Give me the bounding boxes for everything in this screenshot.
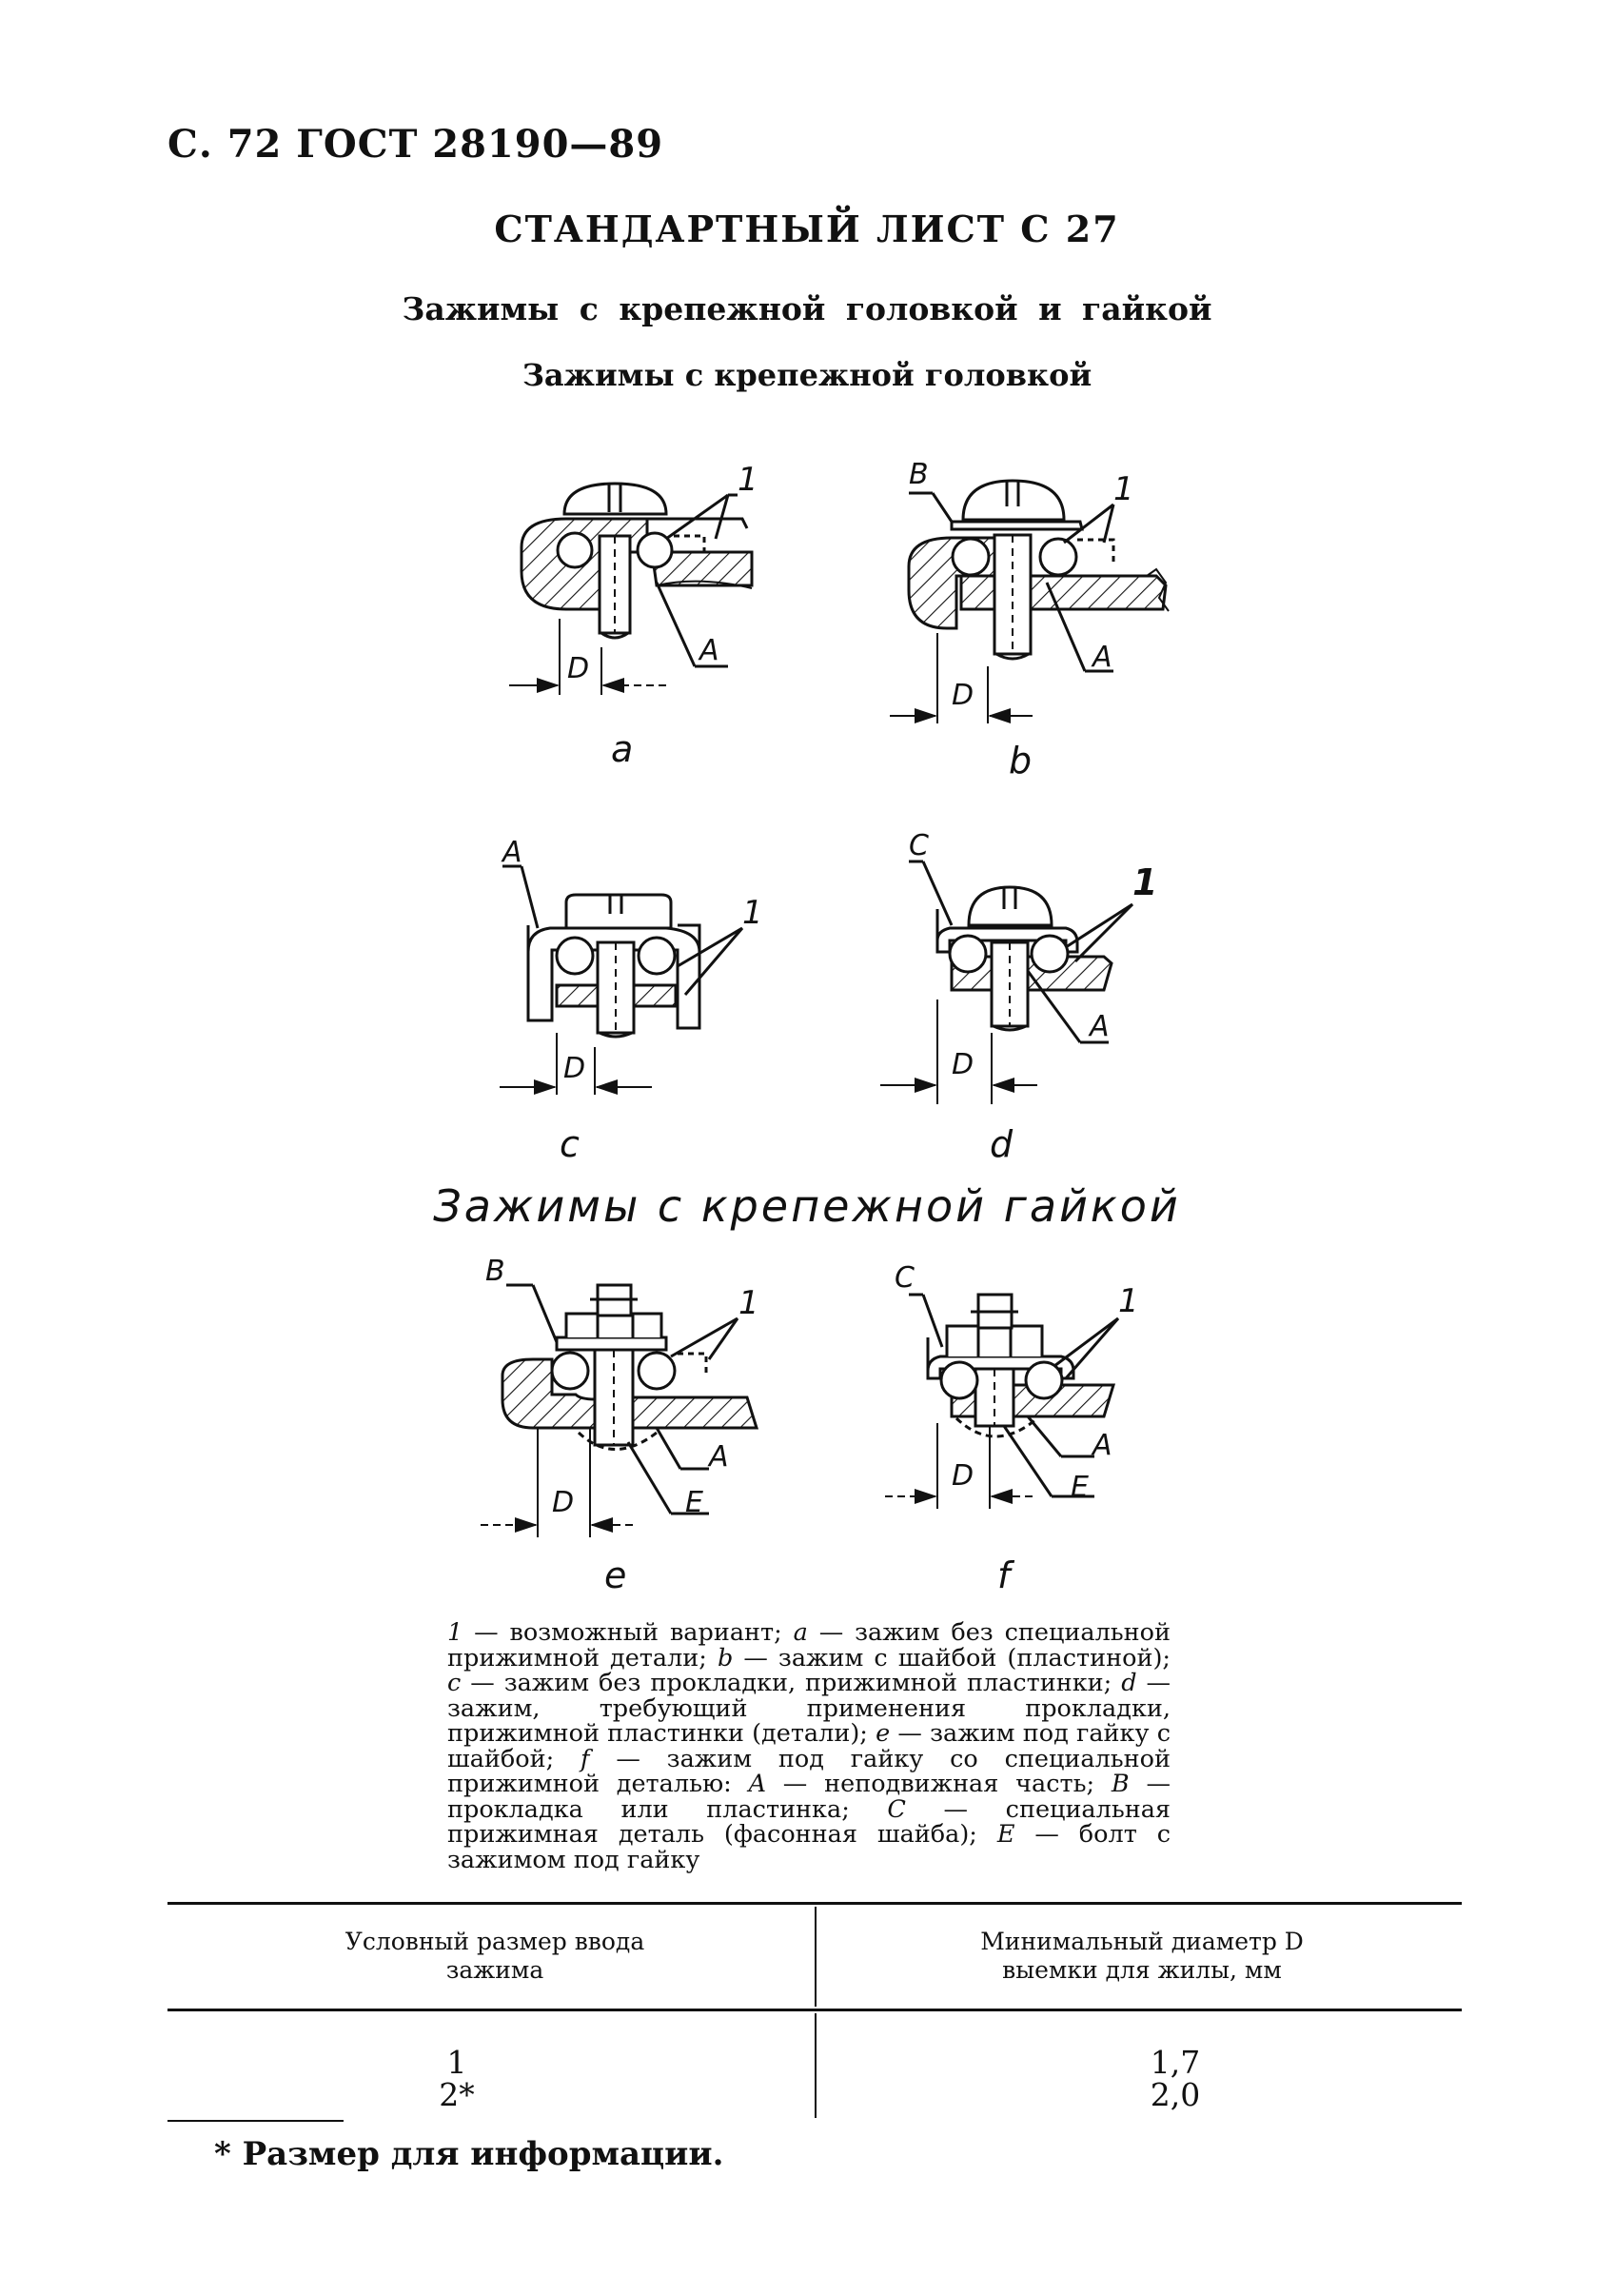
main-title: Зажимы с крепежной головкой и гайкой: [402, 290, 1212, 327]
legend-key: f: [581, 1744, 590, 1773]
figure-e: [481, 1285, 757, 1537]
caption-f: f: [997, 1554, 1011, 1596]
label-C: C: [909, 829, 929, 862]
caption-c: c: [560, 1123, 580, 1165]
header-line: Условный размер ввода: [344, 1928, 645, 1955]
sheet-title: СТАНДАРТНЫЙ ЛИСТ С 27: [494, 208, 1120, 250]
label-A: A: [1092, 1429, 1112, 1462]
header-line: Минимальный диаметр D: [980, 1928, 1304, 1955]
label-1: 1: [738, 461, 758, 499]
label-B: B: [909, 458, 929, 491]
label-A: A: [709, 1440, 729, 1474]
legend-text: — зажим с шайбой (пластиной);: [733, 1643, 1171, 1673]
label-D: D: [552, 1486, 575, 1519]
label-1: 1: [1113, 470, 1134, 508]
legend-key: b: [717, 1643, 734, 1673]
label-A: A: [1092, 641, 1112, 674]
footnote: * Размер для информации.: [214, 2135, 724, 2173]
table-cell-size: 1: [446, 2044, 467, 2081]
label-E: E: [685, 1486, 703, 1519]
table-cell-diameter: 2,0: [1150, 2076, 1201, 2113]
label-D: D: [952, 679, 974, 712]
legend-key: A: [748, 1770, 766, 1798]
label-A: A: [699, 634, 719, 667]
legend-key: 1: [447, 1618, 463, 1647]
table-header-diameter: [856, 1928, 1427, 1985]
legend-text: — зажим без прокладки, прижимной пластинки;: [461, 1669, 1122, 1697]
label-D: D: [952, 1459, 974, 1493]
label-B: B: [485, 1255, 505, 1288]
header-line: зажима: [445, 1956, 544, 1984]
label-D: D: [567, 652, 590, 685]
legend-key: d: [1121, 1669, 1137, 1697]
figure-legend: [447, 1620, 1171, 1872]
legend-key: a: [793, 1618, 808, 1647]
label-C: C: [895, 1261, 915, 1295]
legend-text: — болт с зажимом под гайку: [447, 1820, 1171, 1874]
table-top-rule: [167, 1902, 1462, 1905]
table-header-size: [209, 1928, 780, 1985]
caption-a: a: [611, 728, 634, 770]
header-line: выемки для жилы, мм: [1002, 1956, 1282, 1984]
label-D: D: [952, 1048, 974, 1081]
caption-d: d: [990, 1123, 1014, 1165]
table-header-rule: [167, 2009, 1462, 2011]
label-A: A: [1090, 1010, 1110, 1043]
legend-text: — зажим под гайку со специальной прижимной деталью:: [447, 1744, 1171, 1798]
label-1: 1: [1118, 1282, 1139, 1320]
table-column-divider: [815, 1907, 817, 2007]
caption-b: b: [1009, 740, 1033, 782]
legend-text: — зажим без специальной прижимной детали;: [447, 1618, 1171, 1673]
section-title-nut: Зажимы с крепежной гайкой: [433, 1180, 1181, 1232]
label-1: 1: [742, 894, 763, 932]
legend-text: — неподвижная часть;: [765, 1770, 1112, 1798]
legend-text: — зажим, требующий применения прокладки, прижимной пластинки (детали);: [447, 1669, 1171, 1748]
legend-key: e: [876, 1719, 891, 1748]
legend-text: — зажим под гайку с шайбой;: [447, 1719, 1171, 1773]
label-A: A: [502, 836, 522, 869]
footnote-rule: [167, 2120, 344, 2122]
legend-key: B: [1111, 1770, 1130, 1798]
label-1: 1: [738, 1284, 759, 1322]
label-E: E: [1071, 1471, 1089, 1504]
table-column-divider: [815, 2013, 817, 2118]
section-title-head: Зажимы с крепежной головкой: [522, 357, 1092, 393]
legend-text: — возможный вариант;: [463, 1618, 794, 1647]
legend-key: C: [887, 1794, 906, 1824]
table-cell-diameter: 1,7: [1150, 2044, 1201, 2081]
page-header: С. 72 ГОСТ 28190—89: [167, 122, 664, 167]
legend-text: — прокладка или пластинка;: [447, 1770, 1171, 1824]
label-1: 1: [1132, 861, 1158, 903]
label-D: D: [563, 1052, 586, 1085]
legend-text: — специальная прижимная деталь (фасонная шайба);: [447, 1794, 1171, 1849]
caption-e: e: [604, 1554, 627, 1596]
legend-key: c: [447, 1669, 462, 1697]
legend-key: E: [996, 1820, 1015, 1849]
table-cell-size: 2*: [439, 2076, 475, 2113]
